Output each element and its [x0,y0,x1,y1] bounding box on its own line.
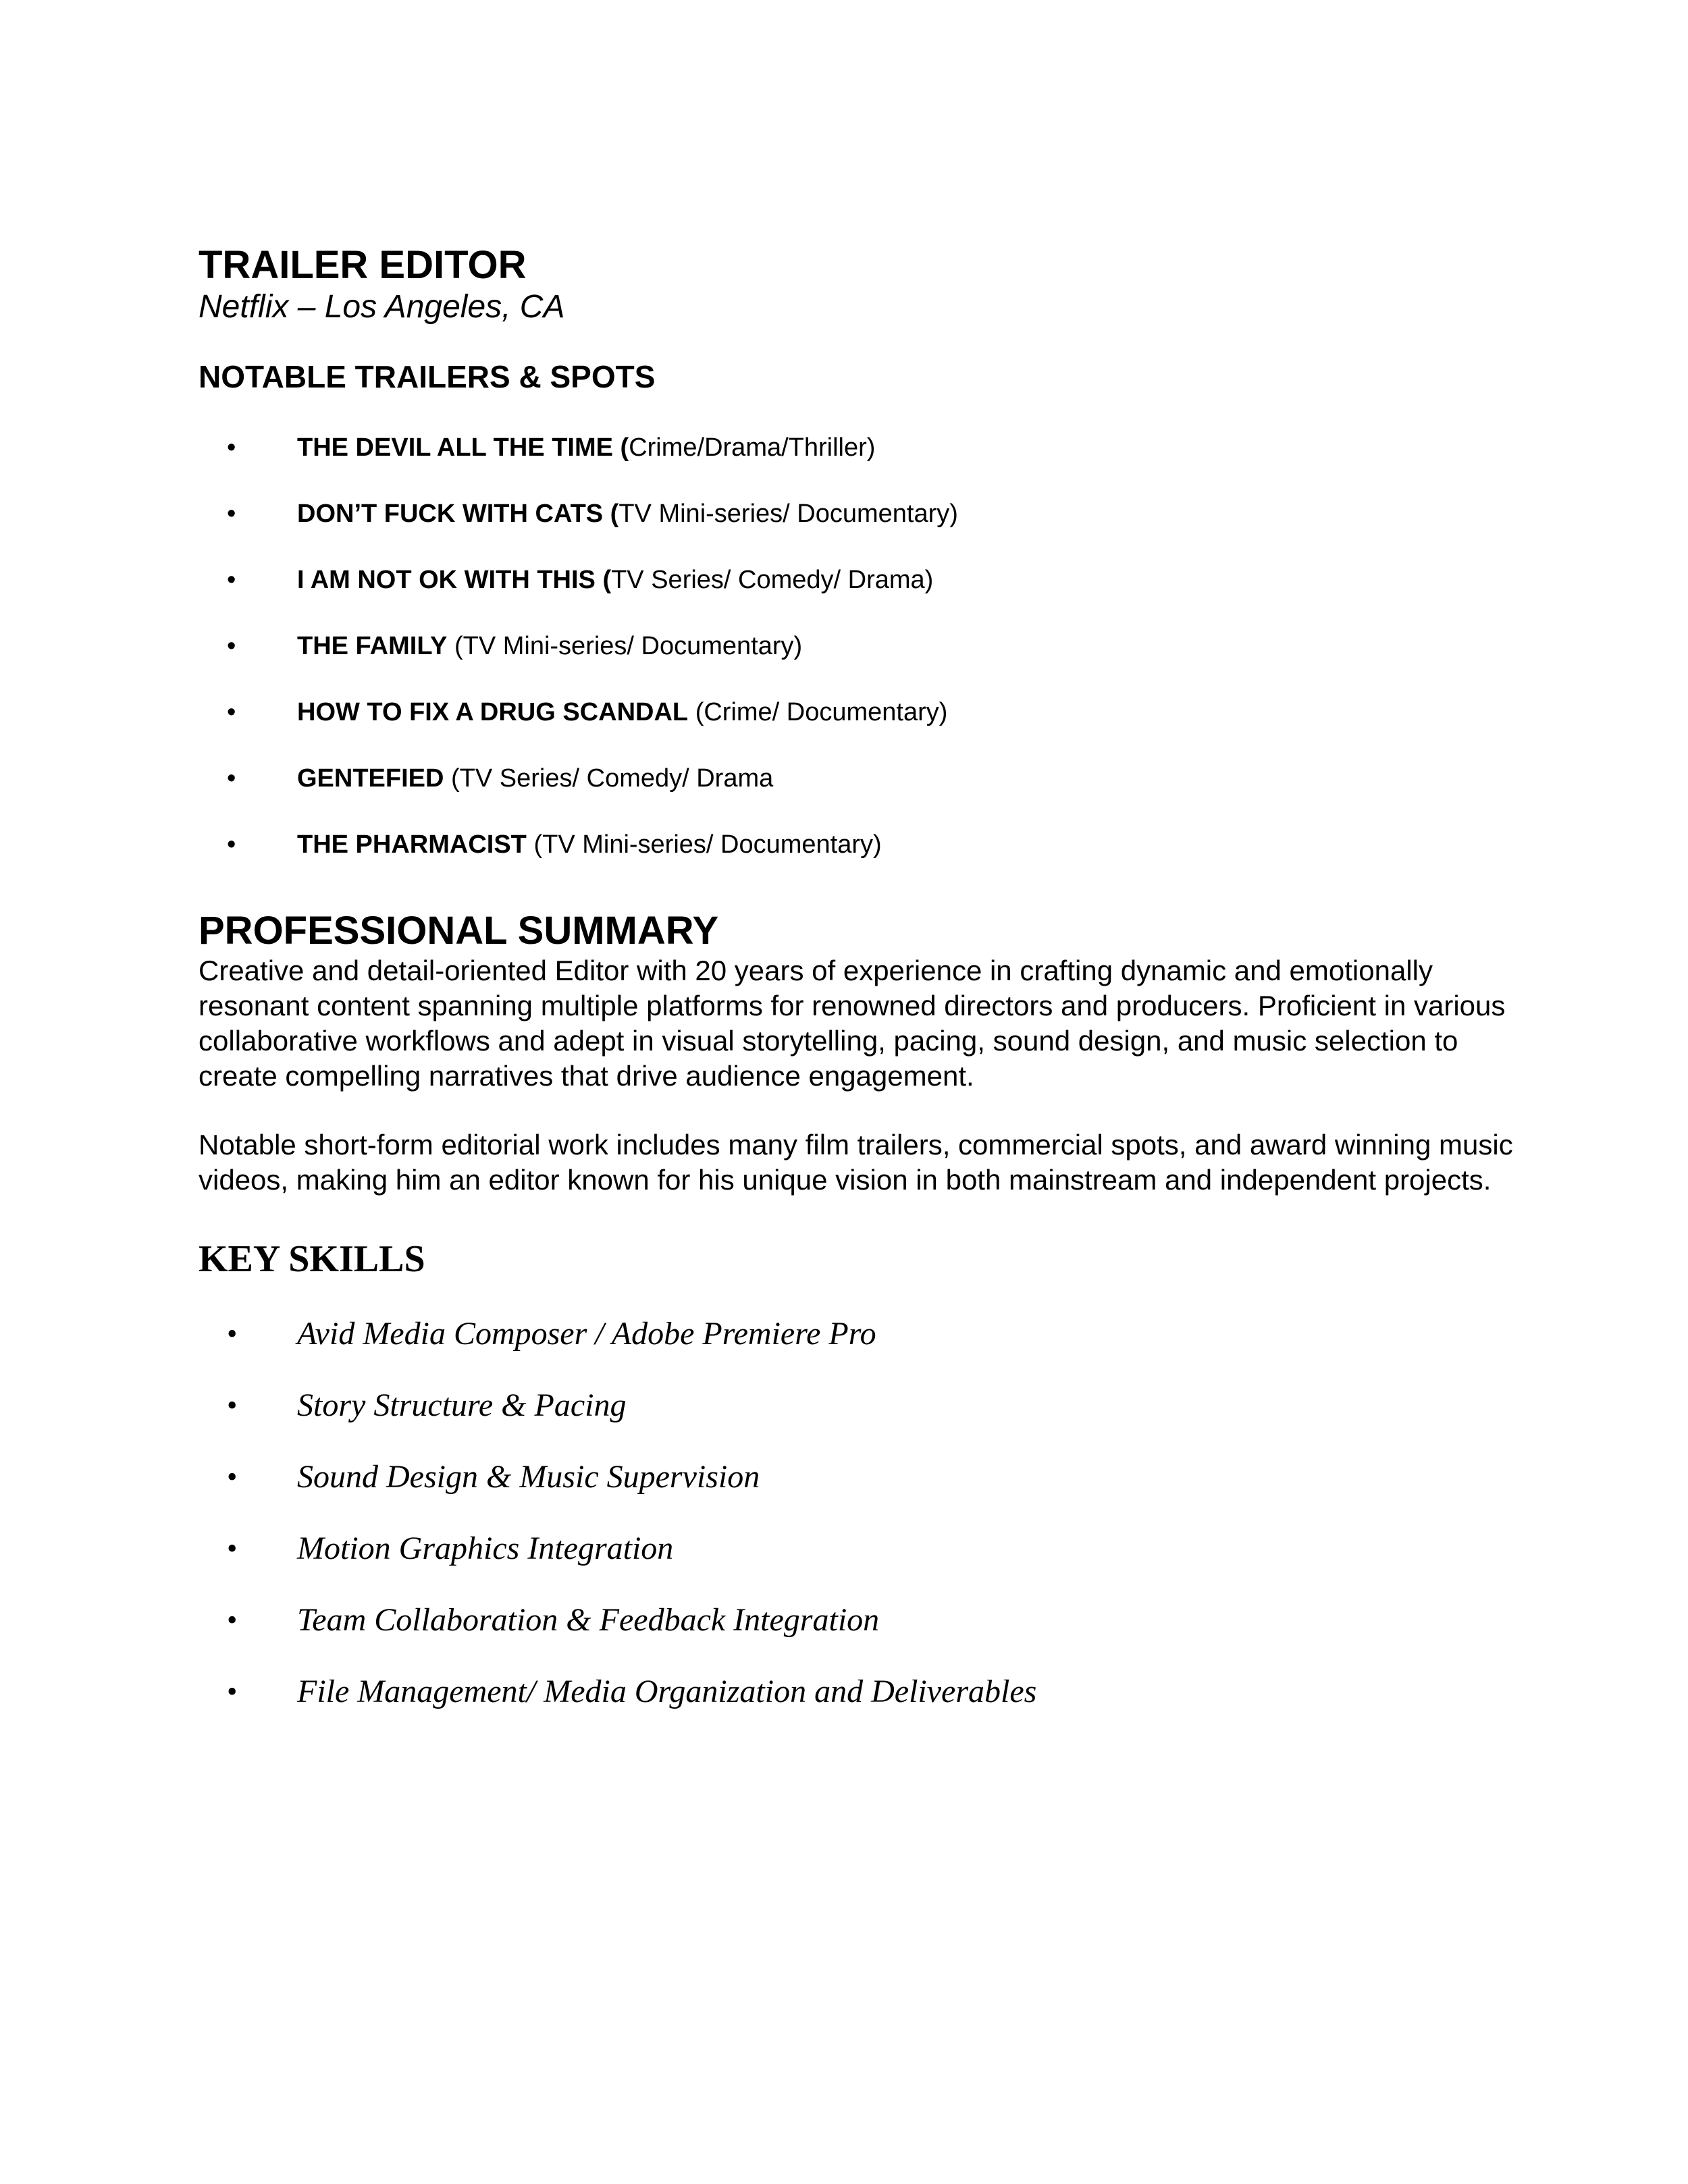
bullet-icon: • [227,698,236,726]
trailer-list [199,432,1522,860]
bullet-icon: • [227,1603,238,1636]
bullet-icon: • [227,1389,238,1422]
bullet-icon: • [227,433,236,462]
summary-paragraph: Creative and detail-oriented Editor with 20 years of experience in crafting dynamic and emotionally resonant content spanning multiple platforms for renowned directors and producers. Proficient in various collaborative workflows and adept in visual storytelling, pacing, sound design, and music selection to create compelling narratives that drive audience engagement. [199,955,1506,1092]
trailer-item [199,631,1522,662]
bullet-icon: • [227,500,236,528]
skill-label: File Management/ Media Organization and Deliverables [297,1674,1037,1709]
skill-item [199,1530,1522,1568]
skill-item [199,1387,1522,1424]
trailer-item [199,697,1522,728]
trailer-title: THE FAMILY [297,632,448,660]
trailer-genre: (TV Series/ Comedy/ Drama [444,764,774,793]
job-company: Netflix – Los Angeles, CA [199,289,565,325]
skill-label: Motion Graphics Integration [297,1530,674,1566]
skills-heading: KEY SKILLS [199,1238,425,1280]
skill-label: Avid Media Composer / Adobe Premiere Pro [297,1316,876,1352]
bullet-icon: • [227,632,236,660]
bullet-icon: • [227,1675,238,1708]
bullet-icon: • [227,830,236,859]
trailer-title: DON’T FUCK WITH CATS ( [297,500,619,528]
resume-content [199,243,1522,1744]
bullet-icon: • [227,1317,238,1350]
skill-item [199,1458,1522,1496]
trailer-item [199,564,1522,595]
bullet-icon: • [227,764,236,793]
skill-label: Team Collaboration & Feedback Integration [297,1602,880,1638]
skill-item [199,1315,1522,1353]
skill-label: Story Structure & Pacing [297,1387,627,1423]
bullet-icon: • [227,1532,238,1565]
trailer-genre: Crime/Drama/Thriller) [629,433,876,462]
trailer-genre: (TV Mini-series/ Documentary) [447,632,803,660]
trailer-title: THE DEVIL ALL THE TIME ( [297,433,629,462]
skills-list [199,1315,1522,1711]
job-title: TRAILER EDITOR [199,243,527,287]
trailer-title: GENTEFIED [297,764,444,793]
summary-heading: PROFESSIONAL SUMMARY [199,909,719,953]
bullet-icon: • [227,1460,238,1493]
trailer-item [199,829,1522,860]
trailer-genre: (Crime/ Documentary) [688,698,948,726]
trailer-item [199,432,1522,463]
trailers-heading: NOTABLE TRAILERS & SPOTS [199,359,656,394]
trailer-title: HOW TO FIX A DRUG SCANDAL [297,698,689,726]
trailer-genre: (TV Mini-series/ Documentary) [526,830,882,859]
trailer-item [199,498,1522,529]
summary-paragraph: Notable short-form editorial work includes many film trailers, commercial spots, and award winning music videos, making him an editor known for his unique vision in both mainstream and independent projects. [199,1129,1513,1196]
trailer-title: I AM NOT OK WITH THIS ( [297,566,612,594]
bullet-icon: • [227,566,236,594]
trailer-item [199,763,1522,794]
skill-item [199,1601,1522,1639]
skill-label: Sound Design & Music Supervision [297,1459,760,1495]
trailer-genre: TV Mini-series/ Documentary) [618,500,958,528]
trailer-genre: TV Series/ Comedy/ Drama) [611,566,934,594]
trailer-title: THE PHARMACIST [297,830,527,859]
skill-item [199,1673,1522,1711]
